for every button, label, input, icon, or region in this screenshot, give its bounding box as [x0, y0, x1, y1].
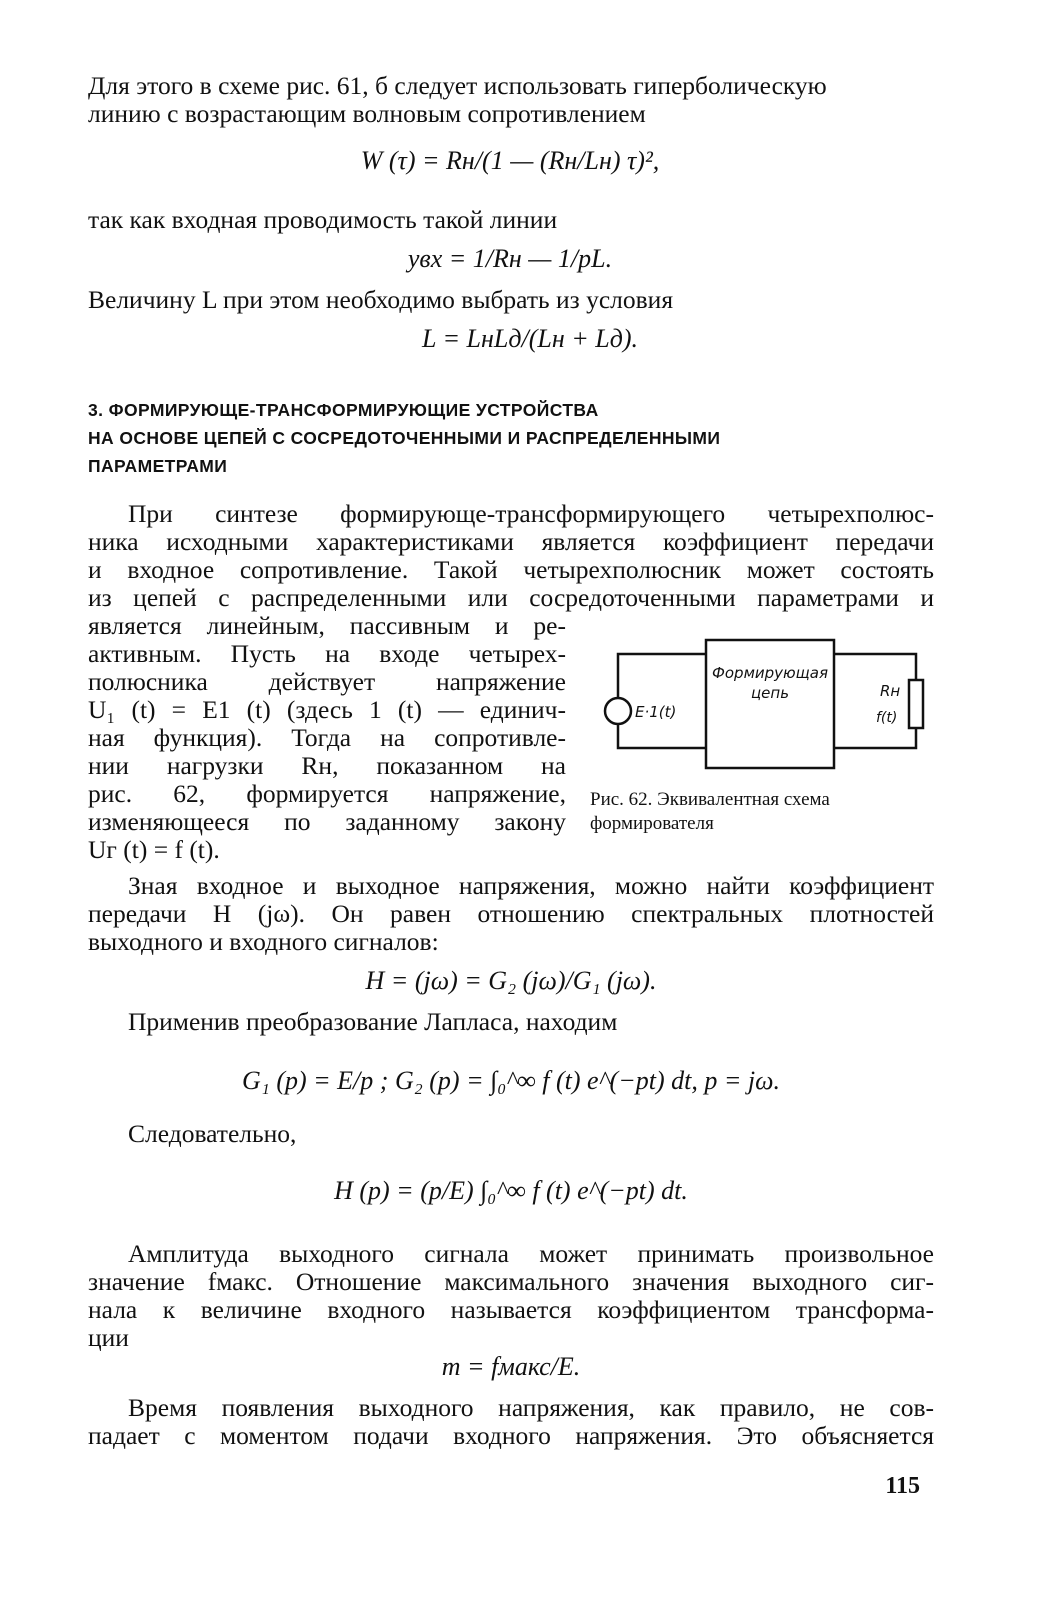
section-heading: ПАРАМЕТРАМИ	[88, 456, 228, 476]
text-line: активным. Пусть на входе четырех-	[88, 640, 566, 668]
text-line: При синтезе формирующе-трансформирующего четырехполюс-	[128, 500, 934, 528]
text-line: нала к величине входного называется коэффициентом трансформа-	[88, 1296, 934, 1324]
load-label: Rн	[880, 682, 901, 700]
text-line: Зная входное и выходное напряжения, можно найти коэффициент	[128, 872, 934, 900]
formula-impedance: W (τ) = Rн/(1 — (Rн/Lн) τ)²,	[360, 146, 660, 175]
text-line: полюсника действует напряжение	[88, 668, 566, 696]
formula-admittance: yвх = 1/Rн — 1/pL.	[407, 244, 613, 273]
text-line: является линейным, пассивным и ре-	[88, 612, 566, 640]
figure-caption: Рис. 62. Эквивалентная схема	[590, 789, 830, 810]
text-line: Применив преобразование Лапласа, находим	[128, 1008, 618, 1036]
text-line: Амплитуда выходного сигнала может принимать произвольное	[128, 1240, 934, 1268]
text-line: ника исходными характеристиками является коэффициент передачи	[88, 528, 934, 556]
text-line: ная функция). Тогда на сопротивле-	[88, 724, 566, 752]
output-label: f(t)	[876, 710, 898, 726]
section-heading: НА ОСНОВЕ ЦЕПЕЙ С СОСРЕДОТОЧЕННЫМИ И РАСПРЕДЕЛЕННЫМИ	[88, 428, 721, 448]
text-line: Величину L при этом необходимо выбрать из условия	[88, 286, 674, 314]
formula-m: m = fмакс/E.	[441, 1352, 581, 1381]
block-label: цепь	[750, 684, 790, 702]
text-line: значение fмакс. Отношение максимального значения выходного сиг-	[88, 1268, 934, 1296]
forming-circuit-block	[706, 640, 834, 768]
load-resistor	[909, 680, 923, 728]
text-line: Следовательно,	[128, 1120, 297, 1148]
figure-62-circuit	[588, 636, 934, 772]
page-number: 115	[885, 1473, 920, 1499]
text-line: ции	[88, 1324, 129, 1352]
text-line: и входное сопротивление. Такой четырехполюсник может состоять	[88, 556, 934, 584]
text-line: Время появления выходного напряжения, как правило, не сов-	[128, 1394, 934, 1422]
text-line: Uг (t) = f (t).	[88, 836, 220, 864]
text-line: Для этого в схеме рис. 61, б следует использовать гиперболическую	[88, 72, 827, 100]
text-line: падает с моментом подачи входного напряжения. Это объясняется	[88, 1422, 934, 1450]
text-line: линию с возрастающим волновым сопротивлением	[88, 100, 646, 128]
text-line: так как входная проводимость такой линии	[88, 206, 558, 234]
formula-H: H = (jω) = G₂ (jω)/G₁ (jω).	[365, 966, 657, 995]
text-line: рис. 62, формируется напряжение,	[88, 780, 566, 808]
block-label: Формирующая	[711, 664, 829, 682]
formula-G: G₁ (p) = E/p ; G₂ (p) = ∫₀^∞ f (t) e^(−pt) dt, p = jω.	[242, 1066, 780, 1095]
text-line: изменяющееся по заданному закону	[88, 808, 566, 836]
formula-Hp: H (p) = (p/E) ∫₀^∞ f (t) e^(−pt) dt.	[334, 1176, 688, 1205]
figure-caption: формирователя	[590, 813, 714, 834]
text-line: U₁ (t) = E1 (t) (здесь 1 (t) — единич-	[88, 696, 566, 724]
text-line: выходного и входного сигналов:	[88, 928, 439, 956]
source-label: E·1(t)	[635, 703, 677, 721]
text-line: из цепей с распределенными или сосредоточенными параметрами и	[88, 584, 934, 612]
text-line: передачи H (jω). Он равен отношению спектральных плотностей	[88, 900, 934, 928]
formula-L: L = LнLд/(Lн + Lд).	[421, 324, 639, 353]
voltage-source	[605, 698, 631, 724]
section-heading: 3. ФОРМИРУЮЩЕ-ТРАНСФОРМИРУЮЩИЕ УСТРОЙСТВА	[88, 400, 599, 420]
text-line: нии нагрузки Rн, показанном на	[88, 752, 566, 780]
